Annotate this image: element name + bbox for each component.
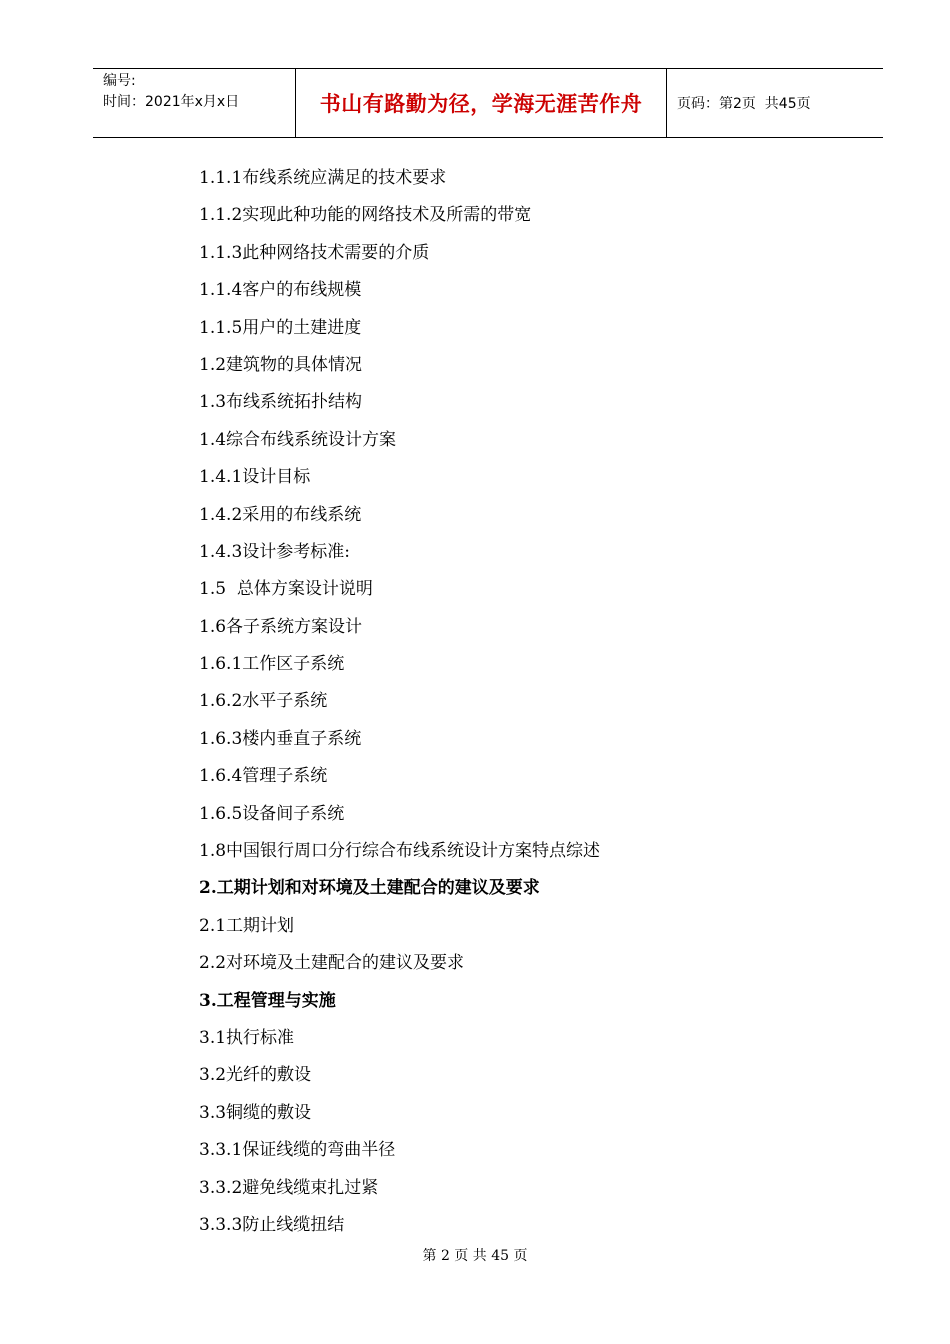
toc-entry: 3.工程管理与实施 (199, 990, 336, 1011)
toc-entry: 1.4.1设计目标 (199, 467, 311, 488)
page-footer: 第 2 页 共 45 页 (422, 1248, 528, 1264)
toc-entry: 1.6.5设备间子系统 (199, 803, 345, 824)
toc-entry: 1.1.3此种网络技术需要的介质 (199, 242, 430, 263)
toc-entry: 2.2对环境及土建配合的建议及要求 (199, 953, 465, 974)
header-motto: 书山有路勤为径，学海无涯苦作舟 (295, 69, 667, 137)
header-page-cell (667, 69, 883, 137)
toc-entry: 1.6各子系统方案设计 (199, 616, 363, 637)
toc-entry: 1.5 总体方案设计说明 (199, 579, 373, 600)
toc-entry: 1.2建筑物的具体情况 (199, 354, 363, 375)
toc-entry: 3.3.2避免线缆束扎过紧 (199, 1177, 379, 1198)
toc-entry: 1.1.2实现此种功能的网络技术及所需的带宽 (199, 205, 532, 226)
toc-entry: 1.4.2采用的布线系统 (199, 504, 362, 525)
toc-entry: 1.1.1布线系统应满足的技术要求 (199, 168, 447, 188)
toc-entry: 3.1执行标准 (199, 1027, 295, 1048)
toc-entry: 1.4综合布线系统设计方案 (199, 429, 397, 450)
toc-entry: 2.1工期计划 (199, 915, 295, 936)
header-page-label: 页码：第2页 共45页 (677, 96, 811, 112)
toc-entry: 3.3.1保证线缆的弯曲半径 (199, 1140, 396, 1161)
toc-entry: 1.8中国银行周口分行综合布线系统设计方案特点综述 (199, 841, 601, 862)
toc-entry: 1.6.4管理子系统 (199, 766, 328, 787)
toc-entry: 1.6.3楼内垂直子系统 (199, 728, 362, 749)
table-of-contents (199, 160, 600, 1244)
document-number-label: 编号: (103, 73, 136, 89)
toc-entry: 1.1.5用户的土建进度 (199, 317, 362, 338)
toc-entry: 3.3.3防止线缆扭结 (199, 1214, 345, 1235)
toc-entry: 1.4.3设计参考标准: (199, 541, 350, 562)
toc-entry: 3.2光纤的敷设 (199, 1065, 312, 1086)
page-header (93, 68, 883, 138)
toc-entry: 1.6.2水平子系统 (199, 691, 328, 712)
toc-entry: 1.6.1工作区子系统 (199, 654, 345, 675)
toc-entry: 3.3铜缆的敷设 (199, 1102, 312, 1123)
toc-entry: 2.工期计划和对环境及土建配合的建议及要求 (199, 878, 540, 899)
header-info-cell (93, 69, 295, 137)
toc-entry: 1.1.4客户的布线规模 (199, 280, 362, 301)
document-time-label: 时间：2021年x月x日 (103, 94, 240, 110)
toc-entry: 1.3布线系统拓扑结构 (199, 392, 363, 413)
